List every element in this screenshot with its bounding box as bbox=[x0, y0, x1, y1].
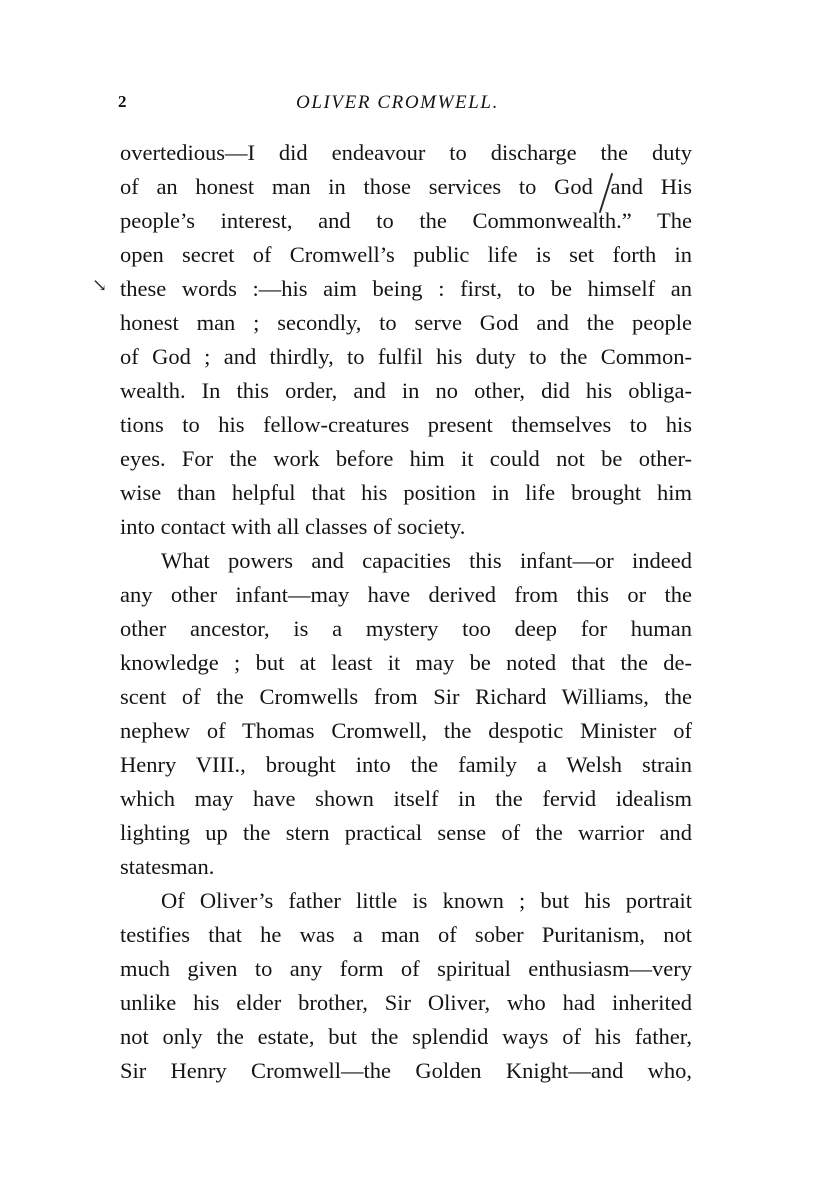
paragraph-start-line: Of Oliver’s father little is known ; but his portrait bbox=[161, 888, 692, 913]
text-line: knowledge ; but at least it may be noted that the de- bbox=[120, 650, 692, 675]
margin-check-mark: ↘ bbox=[92, 275, 108, 295]
running-head bbox=[118, 92, 690, 122]
text-line: any other infant—may have derived from this or the bbox=[120, 582, 692, 607]
text-line: honest man ; secondly, to serve God and the people bbox=[120, 310, 692, 335]
text-line: scent of the Cromwells from Sir Richard Williams, the bbox=[120, 684, 692, 709]
text-line: statesman. bbox=[120, 854, 215, 879]
text-line: lighting up the stern practical sense of the warrior and bbox=[120, 820, 692, 845]
text-line: these words :—his aim being : first, to be himself an bbox=[120, 276, 692, 301]
text-line: Henry VIII., brought into the family a Welsh strain bbox=[120, 752, 692, 777]
text-line: much given to any form of spiritual enthusiasm—very bbox=[120, 956, 692, 981]
text-line: of God ; and thirdly, to fulfil his duty to the Common- bbox=[120, 344, 692, 369]
text-line: which may have shown itself in the fervid idealism bbox=[120, 786, 692, 811]
paragraph-start-line: What powers and capacities this infant—or indeed bbox=[161, 548, 692, 573]
text-line: testifies that he was a man of sober Puritanism, not bbox=[120, 922, 692, 947]
page-number: 2 bbox=[118, 92, 128, 111]
text-line: other ancestor, is a mystery too deep for human bbox=[120, 616, 692, 641]
text-line: into contact with all classes of society. bbox=[120, 514, 466, 539]
text-line: eyes. For the work before him it could not be other- bbox=[120, 446, 692, 471]
running-title: OLIVER CROMWELL. bbox=[296, 92, 499, 113]
text-line: Sir Henry Cromwell—the Golden Knight—and who, bbox=[120, 1058, 692, 1083]
text-line: of an honest man in those services to God and His bbox=[120, 174, 692, 199]
text-line: people’s interest, and to the Commonwealth.” The bbox=[120, 208, 692, 233]
text-line: unlike his elder brother, Sir Oliver, who had inherited bbox=[120, 990, 692, 1015]
text-line: overtedious—I did endeavour to discharge the duty bbox=[120, 140, 692, 165]
text-line: open secret of Cromwell’s public life is set forth in bbox=[120, 242, 692, 267]
text-line: nephew of Thomas Cromwell, the despotic Minister of bbox=[120, 718, 692, 743]
text-line: wise than helpful that his position in life brought him bbox=[120, 480, 692, 505]
text-line: tions to his fellow-creatures present themselves to his bbox=[120, 412, 692, 437]
text-line: not only the estate, but the splendid ways of his father, bbox=[120, 1024, 692, 1049]
body-text bbox=[120, 136, 692, 1088]
text-line: wealth. In this order, and in no other, did his obliga- bbox=[120, 378, 692, 403]
